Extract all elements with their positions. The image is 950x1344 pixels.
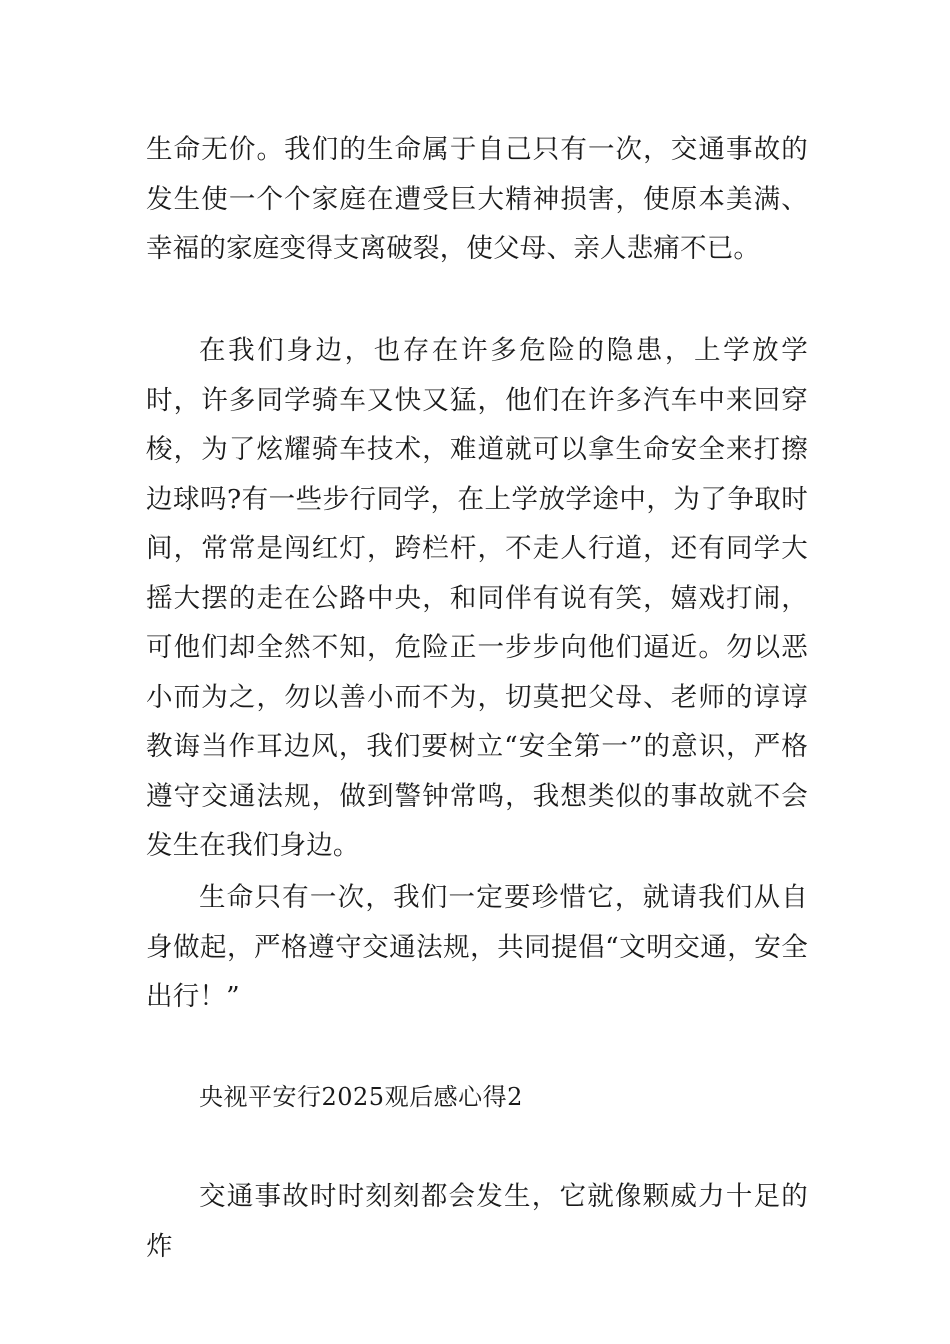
paragraph-4: 交通事故时时刻刻都会发生，它就像颗威力十足的炸: [146, 1181, 808, 1262]
paragraph-1: 生命无价。我们的生命属于自己只有一次，交通事故的发生使一个个家庭在遭受巨大精神损害，使原本美满、幸福的家庭变得支离破裂，使父母、亲人悲痛不已。: [146, 134, 808, 264]
paragraph-3: 生命只有一次，我们一定要珍惜它，就请我们从自身做起，严格遵守交通法规，共同提倡“文明交通，安全出行！”: [146, 882, 808, 1012]
section-heading: 央视平安行2025观后感心得2: [199, 1083, 523, 1111]
paragraph-2: 在我们身边，也存在许多危险的隐患，上学放学时，许多同学骑车又快又猛，他们在许多汽车中来回穿梭，为了炫耀骑车技术，难道就可以拿生命安全来打擦边球吗?有一些步行同学，在上学放学途中，为了争取时间，常常是闯红灯，跨栏杆，不走人行道，还有同学大摇大摆的走在公路中央，和同伴有说有笑，嬉戏打闹，可他们却全然不知，危险正一步步向他们逼近。勿以恶小而为之，勿以善小而不为，切莫把父母、老师的谆谆教诲当作耳边风，我们要树立“安全第一”的意识，严格遵守交通法规，做到警钟常鸣，我想类似的事故就不会发生在我们身边。: [146, 335, 808, 861]
